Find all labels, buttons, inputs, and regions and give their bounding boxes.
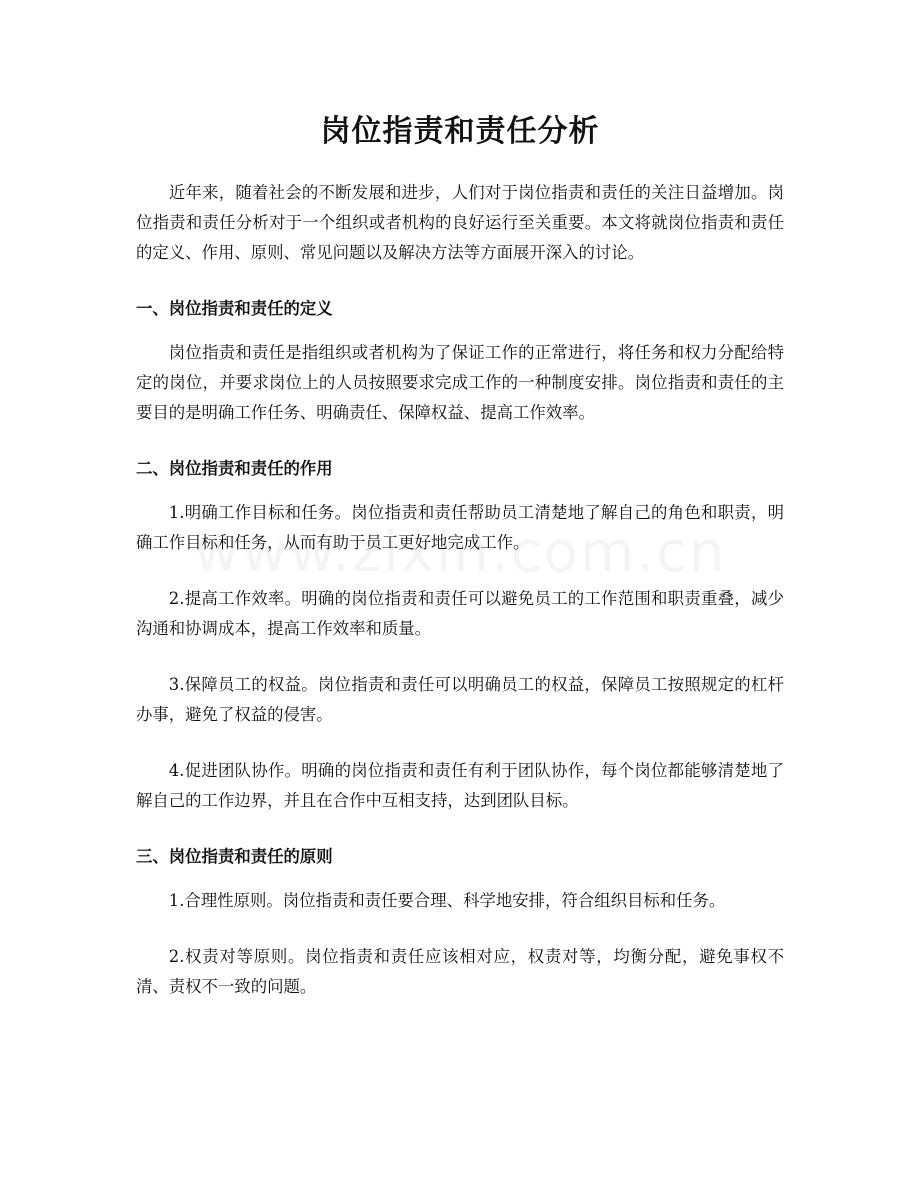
body-paragraph: 1.明确工作目标和任务。岗位指责和责任帮助员工清楚地了解自己的角色和职责，明确工作目标和任务，从而有助于员工更好地完成工作。 <box>136 503 784 552</box>
body-paragraph: 4.促进团队协作。明确的岗位指责和责任有利于团队协作，每个岗位都能够清楚地了解自己的工作边界，并且在合作中互相支持，达到团队目标。 <box>136 761 784 810</box>
body-paragraph: 1.合理性原则。岗位指责和责任要合理、科学地安排，符合组织目标和任务。 <box>168 891 726 910</box>
body-paragraph: 岗位指责和责任是指组织或者机构为了保证工作的正常进行，将任务和权力分配给特定的岗位，并要求岗位上的人员按照要求完成工作的一种制度安排。岗位指责和责任的主要目的是明确工作任务、明确责任、保障权益、提高工作效率。 <box>136 343 784 422</box>
intro-paragraph: 近年来，随着社会的不断发展和进步，人们对于岗位指责和责任的关注日益增加。岗位指责和责任分析对于一个组织或者机构的良好运行至关重要。本文将就岗位指责和责任的定义、作用、原则、常见问题以及解决方法等方面展开深入的讨论。 <box>136 183 784 262</box>
section-principles <box>136 842 784 1002</box>
body-paragraph: 3.保障员工的权益。岗位指责和责任可以明确员工的权益，保障员工按照规定的杠杆办事，避免了权益的侵害。 <box>136 675 784 724</box>
document-body <box>136 178 784 1028</box>
section-heading: 三、岗位指责和责任的原则 <box>136 847 333 866</box>
body-paragraph: 2.提高工作效率。明确的岗位指责和责任可以避免员工的工作范围和职责重叠，减少沟通和协调成本，提高工作效率和质量。 <box>136 589 784 638</box>
body-paragraph: 2.权责对等原则。岗位指责和责任应该相对应，权责对等，均衡分配，避免事权不清、责权不一致的问题。 <box>136 947 784 996</box>
section-definition <box>136 294 784 428</box>
section-function <box>136 454 784 816</box>
section-heading: 二、岗位指责和责任的作用 <box>136 459 333 478</box>
document-title: 岗位指责和责任分析 <box>320 114 600 149</box>
section-heading: 一、岗位指责和责任的定义 <box>136 299 333 318</box>
